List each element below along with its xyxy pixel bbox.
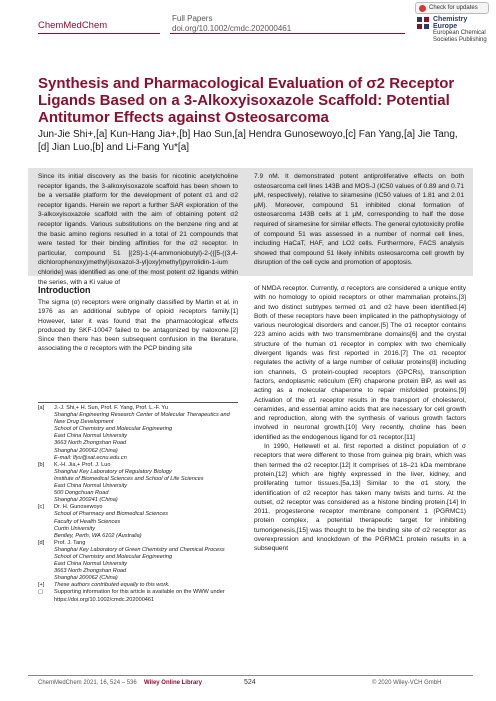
affiliation-line: J.-J. Shi,+ H. Sun, Prof. F. Yang, Prof. L.-F. Yu bbox=[54, 405, 168, 411]
affiliation-c bbox=[38, 504, 238, 539]
affiliation-line: Shanghai 200062 (China) bbox=[54, 447, 118, 454]
supporting-info-link[interactable]: Supporting information for this article is available on the WWW under https://doi.org/10.1002/cmdc.202000461 bbox=[54, 589, 225, 603]
affiliation-line: Prof. J. Tang bbox=[54, 539, 86, 546]
affiliation-b bbox=[38, 462, 238, 505]
footer-copyright: © 2020 Wiley-VCH GmbH bbox=[372, 680, 442, 686]
affiliation-line: School of Chemistry and Molecular Engineering bbox=[54, 426, 173, 433]
supporting-info-icon: ▢ bbox=[38, 589, 44, 596]
affiliation-rule bbox=[38, 402, 238, 403]
publisher-logo bbox=[416, 16, 486, 58]
affiliation-line: Shanghai Key Laboratory of Regulatory Biology bbox=[54, 468, 172, 475]
affiliation-a bbox=[38, 405, 238, 462]
supporting-info-note bbox=[38, 589, 238, 603]
affiliation-label: [c] bbox=[38, 504, 44, 511]
affiliation-line: East China Normal University bbox=[54, 433, 128, 440]
article-title: Synthesis and Pharmacological Evaluation of σ2 Receptor Ligands Based on a 3-Alkoxyisoxazole Scaffold: Potential Antitumor Effects against Osteosarcoma bbox=[38, 75, 455, 126]
introduction-column-2 bbox=[254, 284, 466, 554]
affiliation-line: These authors contributed equally to this work. bbox=[54, 582, 170, 589]
author-list: Jun-Jie Shi+,[a] Kun-Hang Jia+,[b] Hao Sun,[a] Hendra Gunosewoyo,[c] Fan Yang,[a] Jie Tang,[d] Jian Luo,[b] and Li-Fang Yu*[a] bbox=[38, 129, 458, 153]
affiliation-line: Faculty of Health Sciences bbox=[54, 518, 121, 525]
affiliation-line: 3663 North Zhongshan Road bbox=[54, 440, 127, 447]
introduction-column-1: The sigma (σ) receptors were originally classified by Martin et al. in 1976 as an additional subtype of opioid receptors family.[1] However, later it was found that the pharmacological effects produced by SKF-10047 failed to be antagonized by naloxone.[2] Since then there has been subsequent confusion in the literature, associating the σ receptors with the PCP binding site bbox=[38, 299, 238, 353]
affiliation-label: [+] bbox=[38, 582, 45, 589]
affiliation-line: East China Normal University bbox=[54, 561, 128, 568]
affiliation-line: School of Chemistry and Molecular Engineering bbox=[54, 553, 173, 560]
affiliation-label: [b] bbox=[38, 461, 45, 468]
email-link[interactable]: E-mail: lfyu@sat.ecnu.edu.cn bbox=[54, 454, 127, 461]
footer-rule bbox=[28, 675, 473, 676]
introduction-heading: Introduction bbox=[38, 285, 91, 295]
check-updates-label: Check for updates bbox=[429, 5, 478, 11]
affiliation-line: Shanghai Key Laboratory of Green Chemistry and Chemical Process bbox=[54, 546, 225, 553]
equal-contribution-note bbox=[38, 582, 238, 589]
journal-name: ChemMedChem bbox=[38, 20, 108, 31]
chemistry-europe-logo-icon bbox=[416, 16, 430, 30]
check-for-updates-button[interactable] bbox=[415, 2, 489, 14]
affiliation-line: East China Normal University bbox=[54, 483, 128, 490]
publisher-name: Chemistry Europe bbox=[433, 16, 468, 30]
abstract-column-2: 7.9 nM. It demonstrated potent antiproliferative effects on both osteosarcoma cell lines 143B and MOS-J (IC50 values of 0.89 and 0.71 μM, respectively), relative to siramesine (IC50 values of 1.81 and 2.01 μM). Moreover, compound 51 inhibited clonal formation of osteosarcoma 143B cells at 1 μM, corresponding to half the dose required of siramesine for similar effects. The general cytotoxicity profile of compound 51 was assessed in a number of normal cell lines, including HaCaT, HAF, and LO2 cells. Furthermore, FACS analysis showed that compound 51 likely inhibits osteosarcoma cell growth by disruption of the cell cycle and promotion of apoptosis. bbox=[254, 173, 464, 267]
introduction-paragraph-2: In 1990, Hellewell et al. first reported a distinct population of σ receptors that were different to those from guinea pig brain, which was then termed the σ2 receptor.[12] It comprises of 18–21 kDa membrane protein,[12] which are highly expressed in the liver, kidney, and proliferating tumor tissues.[5a,13] Similar to the σ1 story, the identification of σ2 receptor has taken many twists and turns. At the outset, σ2 receptor was considered as a histone binding protein.[14] In 2011, progesterone receptor membrane component 1 (PGRMC1) protein complex, a potential therapeutic target for inhibiting tumorigenesis,[15] was thought to be the binding site of σ2 receptor as overexpression and knockdown of the PGRMC1 protein results in a subsequent bbox=[254, 443, 466, 553]
affiliation-line: Shanghai 200062 (China) bbox=[54, 575, 118, 582]
doi-link[interactable]: doi.org/10.1002/cmdc.202000461 bbox=[172, 24, 292, 33]
affiliation-line: Curtin University bbox=[54, 525, 96, 532]
introduction-paragraph-1: of NMDA receptor. Currently, σ receptors are considered a unique entity with no homology to opioid receptors or other mammalian proteins,[3] and two distinct subtypes termed σ1 and σ2 have been identified.[4] Both of these receptors have been implicated in the pathophysiology of various neurological disorders and cancer.[5] The σ1 receptor contains 223 amino acids with two transmembrane domains[6] and the crystal structure of the human σ1 receptor in complex with two chemically divergent ligands was first reported in 2016.[7] The σ1 receptor regulates the activity of a large number of cellular proteins[8] including ion channels, G protein-coupled receptors (GPCRs), transcription factors, endoplasmic reticulum (ER) chaperone protein BiP, as well as acting as a molecular chaperone to repair misfolded proteins.[9] Activation of the σ1 receptor results in the transport of cholesterol, ceramides, and essential amino acids that are necessary for cell growth and reproduction, along with the synthesis of various growth factors involved in neuronal growth.[10] Very recently, choline has been identified as the endogenous ligand for σ1 receptor.[11] bbox=[254, 285, 466, 441]
header-rule-left bbox=[38, 33, 160, 34]
affiliation-line: School of Pharmacy and Biomedical Sciences bbox=[54, 511, 169, 518]
update-badge-icon bbox=[419, 5, 426, 12]
affiliation-line: Dr. H. Gunosewoyo bbox=[54, 504, 103, 511]
section-label: Full Papers bbox=[172, 14, 213, 23]
affiliation-line: Shanghai 200241 (China) bbox=[54, 497, 118, 504]
affiliations bbox=[38, 405, 238, 604]
page-number: 524 bbox=[244, 679, 256, 686]
affiliation-line: Bentley, Perth, WA 6102 (Australia) bbox=[54, 532, 142, 539]
header-rule-right bbox=[170, 33, 405, 34]
affiliation-d bbox=[38, 540, 238, 583]
affiliation-line: Shanghai Engineering Research Center of Molecular Therapeutics and New Drug Development bbox=[54, 412, 230, 426]
affiliation-label: [a] bbox=[38, 405, 45, 411]
publisher-subtitle: European Chemical Societies Publishing bbox=[433, 30, 487, 43]
affiliation-line: K.-H. Jia,+ Prof. J. Luo bbox=[54, 461, 111, 468]
affiliation-label: [d] bbox=[38, 539, 45, 546]
affiliation-line: Institute of Biomedical Sciences and School of Life Sciences bbox=[54, 475, 204, 482]
footer-citation: ChemMedChem 2021, 16, 524 – 536 bbox=[38, 680, 137, 686]
affiliation-line: 500 Dongchuan Road bbox=[54, 490, 109, 497]
wiley-online-library-link[interactable]: Wiley Online Library bbox=[144, 680, 202, 686]
affiliation-line: 3663 North Zhongshan Road bbox=[54, 568, 127, 575]
abstract-column-1: Since its initial discovery as the basis for nicotinic acetylcholine receptor ligands, the 3-alkoxyisoxazole scaffold has been shown to be a versatile platform for the development of potent σ1 and σ2 receptor ligands. Herein we report a further SAR exploration of the 3-alkoxyisoxazole scaffold with the aim of obtaining potent σ2 receptor ligands. Various substitutions on the benzene ring and at the basic amino regions resulted in a total of 21 compounds that were tested for their binding affinities for the σ2 receptor. In particular, compound 51 [(2S)-1-(4-ammoniobutyl)-2-({[5-((3,4-dichlorophenoxy)methyl)isoxazol-3-yl]oxy}methyl)pyrrolidin-1-ium chloride] was identified as one of the most potent σ2 ligands within the series, with a Ki value of bbox=[38, 173, 238, 286]
